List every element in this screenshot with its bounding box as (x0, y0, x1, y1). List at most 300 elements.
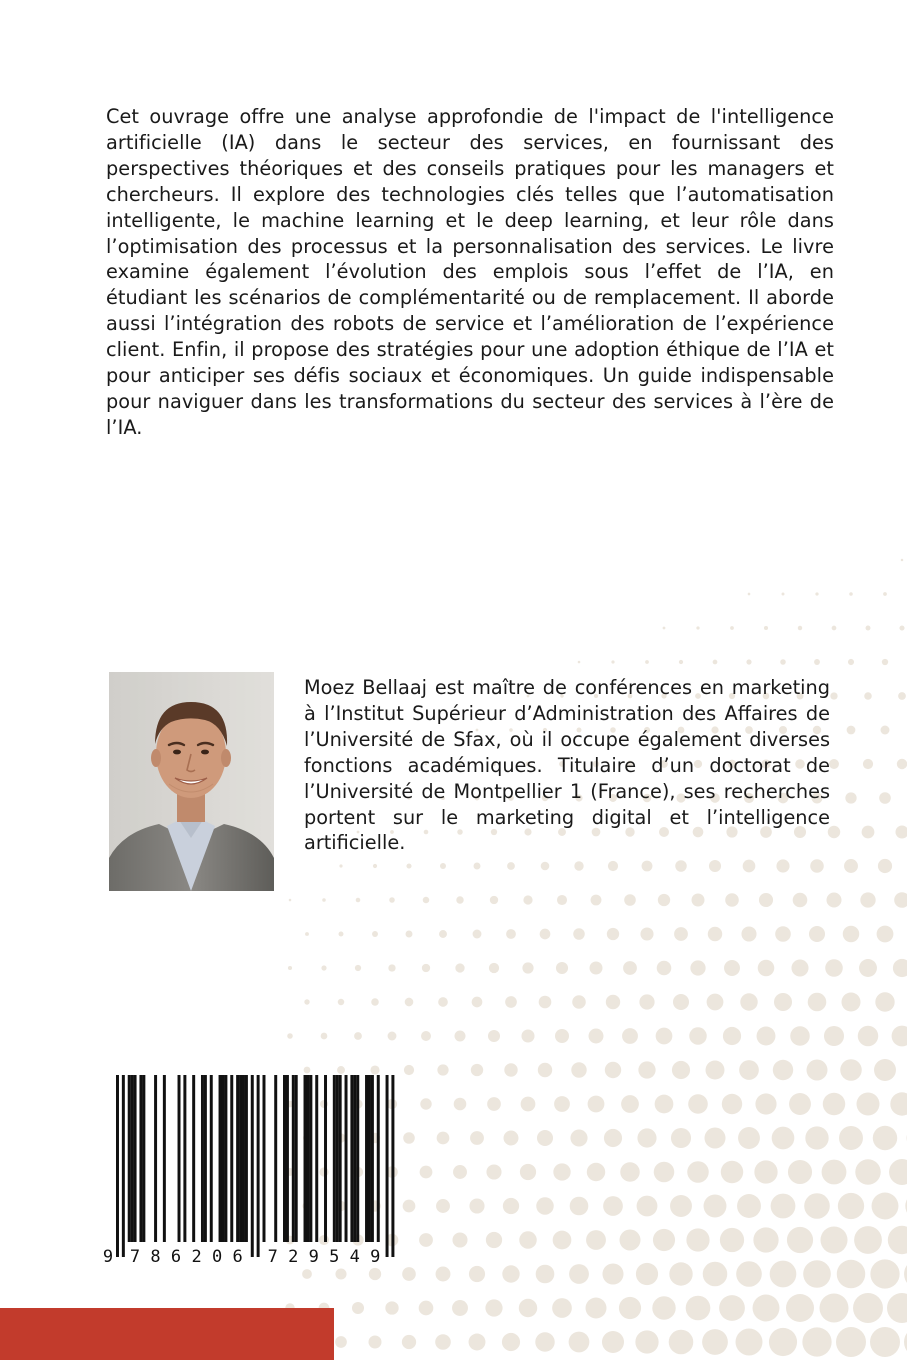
pattern-dot (836, 1327, 866, 1357)
pattern-dot (730, 626, 734, 630)
barcode-bar (128, 1075, 131, 1242)
pattern-dot (893, 959, 907, 977)
barcode-bar (336, 1075, 339, 1242)
pattern-dot (469, 1266, 485, 1282)
pattern-dot (897, 759, 907, 769)
barcode-bar (142, 1075, 145, 1242)
pattern-dot (753, 1227, 778, 1252)
pattern-dot (505, 996, 517, 1008)
pattern-dot (536, 1197, 553, 1214)
barcode-bar (350, 1075, 353, 1242)
pattern-dot (456, 896, 463, 903)
pattern-dot (837, 1260, 866, 1289)
pattern-dot (406, 931, 413, 938)
pattern-dot (753, 1295, 780, 1322)
barcode-bar (221, 1075, 224, 1242)
pattern-dot (553, 1163, 570, 1180)
pattern-dot (553, 1231, 572, 1250)
pattern-dot (672, 1061, 690, 1079)
pattern-dot (623, 961, 637, 975)
pattern-dot (743, 860, 756, 873)
barcode-digit: 7 (267, 1247, 278, 1267)
pattern-dot (519, 1231, 537, 1249)
pattern-dot (574, 861, 583, 870)
pattern-dot (369, 1336, 382, 1349)
pattern-dot (304, 999, 309, 1004)
pattern-dot (591, 895, 602, 906)
pattern-dot (859, 959, 877, 977)
pattern-dot (469, 1334, 486, 1351)
pattern-dot (737, 1194, 761, 1218)
barcode-digit: 4 (349, 1247, 360, 1267)
pattern-dot (453, 1165, 467, 1179)
pattern-dot (775, 926, 791, 942)
barcode-bar (339, 1075, 342, 1242)
author-bio: Moez Bellaaj est maître de conférences en marketing à l’Institut Supérieur d’Administration des Affaires de l’Université de Sfax, où il occupe également diverses fonctions académiques. Titulaire d’un doctorat de l’Université de Montpellier 1 (France), ses recherches portent sur le marketing digital et l’intelligence artificielle. (304, 676, 830, 855)
book-summary: Cet ouvrage offre une analyse approfondie de l'impact de l'intelligence artificielle (IA) dans le secteur des services, en fournissant des perspectives théoriques et des conseils pratiques pour les managers et chercheurs. Il explore des technologies clés telles que l’automatisation intelligente, le machine learning et le deep learning, et leur rôle dans l’optimisation des processus et la personnalisation des services. Le livre examine également l’évolution des emplois sous l’effet de l’IA, en étudiant les scénarios de complémentarité ou de remplacement. Il aborde aussi l’intégration des robots de service et l’amélioration de l’expérience client. Enfin, il propose des stratégies pour une adoption éthique de l’IA et pour anticiper ses défis sociaux et économiques. Un guide indispensable pour naviguer dans les transformations du secteur des services à l’ère de l’IA. (106, 105, 834, 439)
pattern-dot (802, 1327, 831, 1356)
pattern-dot (849, 592, 853, 596)
pattern-dot (586, 1298, 607, 1319)
pattern-dot (719, 1295, 745, 1321)
pattern-dot (707, 994, 724, 1011)
barcode-bar (251, 1075, 254, 1257)
pattern-dot (640, 927, 653, 940)
pattern-dot (490, 896, 498, 904)
pattern-dot (819, 1293, 848, 1322)
pattern-dot (642, 861, 653, 872)
barcode-digit: 9 (102, 1247, 114, 1267)
pattern-dot (436, 1199, 450, 1213)
pattern-dot (755, 1093, 776, 1114)
pattern-dot (571, 1062, 586, 1077)
barcode-bar (274, 1075, 277, 1242)
pattern-dot (339, 932, 344, 937)
pattern-dot (808, 993, 827, 1012)
barcode-digit: 2 (288, 1247, 299, 1267)
pattern-dot (590, 962, 603, 975)
pattern-dot (472, 997, 483, 1008)
pattern-dot (607, 928, 619, 940)
pattern-dot (881, 726, 890, 735)
pattern-dot (805, 1126, 828, 1149)
pattern-dot (474, 863, 481, 870)
barcode-bar (356, 1075, 359, 1242)
pattern-dot (485, 1299, 502, 1316)
barcode-bar (204, 1075, 207, 1242)
pattern-dot (537, 1130, 553, 1146)
pattern-dot (839, 1126, 863, 1150)
pattern-dot (589, 1029, 604, 1044)
pattern-dot (686, 1228, 709, 1251)
pattern-dot (437, 1132, 450, 1145)
pattern-dot (657, 961, 672, 976)
pattern-dot (507, 862, 515, 870)
pattern-dot (724, 960, 740, 976)
barcode-digit: 6 (232, 1247, 243, 1267)
pattern-dot (520, 1164, 536, 1180)
pattern-dot (669, 1262, 692, 1285)
pattern-dot (847, 726, 856, 735)
pattern-dot (844, 859, 858, 873)
barcode-bar (345, 1075, 348, 1242)
pattern-dot (603, 1196, 623, 1216)
pattern-dot (421, 1031, 431, 1041)
pattern-dot (696, 626, 699, 629)
pattern-dot (435, 1334, 451, 1350)
pattern-dot (791, 959, 808, 976)
pattern-dot (759, 893, 773, 907)
pattern-dot (875, 992, 894, 1011)
pattern-dot (305, 932, 309, 936)
pattern-dot (829, 759, 839, 769)
barcode-bar (386, 1075, 389, 1257)
pattern-dot (739, 1060, 759, 1080)
barcode-bar (201, 1075, 204, 1242)
author-photo (109, 672, 274, 891)
pattern-dot (815, 592, 818, 595)
pattern-dot (708, 927, 722, 941)
pattern-dot (882, 659, 888, 665)
pattern-dot (764, 626, 768, 630)
pattern-dot (810, 859, 824, 873)
pattern-dot (288, 966, 292, 970)
pattern-dot (822, 1160, 847, 1185)
pattern-dot (748, 593, 751, 596)
pattern-dot (437, 1064, 448, 1075)
barcode-bar (391, 1075, 394, 1257)
barcode-bar (333, 1075, 336, 1242)
pattern-dot (356, 898, 361, 903)
pattern-dot (773, 1060, 793, 1080)
pattern-dot (674, 927, 688, 941)
pattern-dot (406, 863, 411, 868)
barcode-digit: 8 (150, 1247, 161, 1267)
pattern-dot (769, 1328, 797, 1356)
pattern-dot (587, 1163, 605, 1181)
pattern-dot (645, 660, 649, 664)
pattern-dot (888, 1226, 907, 1254)
pattern-dot (352, 1302, 364, 1314)
pattern-dot (843, 926, 859, 942)
pattern-dot (652, 1296, 675, 1319)
barcode-bar (230, 1075, 233, 1242)
barcode-bar (292, 1075, 295, 1242)
pattern-dot (538, 1063, 552, 1077)
pattern-dot (772, 1127, 795, 1150)
pattern-dot (486, 1232, 502, 1248)
pattern-dot (870, 1259, 899, 1288)
pattern-dot (572, 995, 586, 1009)
pattern-dot (438, 997, 448, 1007)
pattern-dot (370, 1065, 379, 1074)
pattern-dot (863, 759, 873, 769)
isbn-barcode (100, 1075, 420, 1275)
pattern-dot (671, 1128, 691, 1148)
pattern-dot (874, 1059, 896, 1081)
pattern-dot (688, 1094, 708, 1114)
pattern-dot (872, 1193, 899, 1220)
pattern-dot (619, 1229, 640, 1250)
pattern-dot (638, 1061, 655, 1078)
pattern-dot (824, 1026, 844, 1046)
pattern-dot (570, 1197, 589, 1216)
barcode-bar (178, 1075, 181, 1242)
pattern-dot (899, 625, 904, 630)
pattern-dot (786, 1294, 814, 1322)
pattern-dot (814, 659, 820, 665)
barcode-bar (245, 1075, 248, 1242)
pattern-dot (289, 899, 292, 902)
pattern-dot (820, 1226, 847, 1253)
barcode-bar (131, 1075, 134, 1242)
pattern-dot (486, 1164, 501, 1179)
barcode-bar (122, 1075, 125, 1257)
pattern-dot (388, 1032, 397, 1041)
pattern-dot (704, 1195, 727, 1218)
pattern-dot (452, 1300, 468, 1316)
pattern-dot (855, 1159, 880, 1184)
pattern-dot (798, 626, 802, 630)
pattern-dot (894, 892, 907, 908)
pattern-dot (636, 1263, 658, 1285)
pattern-dot (521, 1029, 534, 1042)
barcode-bar (377, 1075, 380, 1242)
pattern-dot (569, 1264, 589, 1284)
pattern-dot (620, 1162, 640, 1182)
pattern-dot (557, 895, 567, 905)
pattern-dot (552, 1298, 572, 1318)
pattern-dot (502, 1265, 519, 1282)
pattern-dot (804, 1193, 830, 1219)
pattern-dot (892, 1026, 907, 1047)
pattern-dot (556, 962, 568, 974)
barcode-bar (163, 1075, 166, 1242)
pattern-dot (304, 1067, 311, 1074)
pattern-dot (877, 926, 894, 943)
barcode-bar (304, 1075, 307, 1242)
pattern-dot (487, 1097, 501, 1111)
pattern-dot (780, 659, 786, 665)
barcode-bar (183, 1075, 186, 1242)
pattern-dot (570, 1129, 587, 1146)
pattern-dot (809, 926, 825, 942)
pattern-dot (373, 864, 377, 868)
barcode-bar (283, 1075, 286, 1242)
barcode-bar (257, 1075, 260, 1257)
barcode-bar (286, 1075, 289, 1242)
pattern-dot (405, 998, 414, 1007)
barcode-bar (368, 1075, 371, 1242)
pattern-dot (388, 964, 395, 971)
pattern-dot (605, 1062, 621, 1078)
pattern-dot (535, 1332, 554, 1351)
pattern-dot (420, 1166, 433, 1179)
pattern-dot (655, 1095, 674, 1114)
pattern-dot (338, 999, 345, 1006)
pattern-dot (793, 893, 808, 908)
pattern-dot (602, 1331, 624, 1353)
pattern-dot (854, 1226, 882, 1254)
pattern-dot (776, 859, 789, 872)
pattern-dot (879, 792, 891, 804)
pattern-dot (440, 863, 446, 869)
pattern-dot (488, 1030, 500, 1042)
pattern-dot (703, 1262, 728, 1287)
pattern-dot (422, 964, 430, 972)
pattern-dot (423, 897, 430, 904)
pattern-dot (569, 1332, 590, 1353)
pattern-dot (832, 626, 837, 631)
pattern-dot (504, 1131, 519, 1146)
pattern-dot (619, 1297, 641, 1319)
pattern-dot (321, 1033, 328, 1040)
pattern-dot (825, 959, 843, 977)
barcode-digit: 9 (308, 1247, 319, 1267)
pattern-dot (522, 962, 533, 973)
pattern-dot (554, 1096, 570, 1112)
pattern-dot (870, 1327, 900, 1357)
pattern-dot (337, 1066, 345, 1074)
pattern-dot (725, 893, 739, 907)
barcode-bar (295, 1075, 298, 1242)
pattern-dot (606, 995, 620, 1009)
pattern-dot (895, 825, 907, 838)
pattern-dot (454, 1030, 465, 1041)
pattern-dot (635, 1330, 658, 1353)
pattern-dot (866, 626, 871, 631)
pattern-dot (555, 1029, 569, 1043)
pattern-dot (675, 860, 687, 872)
pattern-dot (723, 1027, 741, 1045)
pattern-dot (788, 1160, 812, 1184)
barcode-bar (306, 1075, 309, 1242)
pattern-dot (790, 1026, 810, 1046)
pattern-dot (782, 593, 785, 596)
pattern-dot (639, 994, 654, 1009)
barcode-bar (134, 1075, 137, 1242)
pattern-dot (354, 1032, 362, 1040)
pattern-dot (713, 660, 718, 665)
pattern-dot (637, 1128, 656, 1147)
barcode-bars (116, 1075, 394, 1257)
pattern-dot (389, 897, 395, 903)
pattern-dot (669, 1330, 694, 1355)
pattern-dot (787, 1227, 813, 1253)
pattern-dot (838, 1193, 864, 1219)
pattern-dot (709, 860, 721, 872)
pattern-dot (690, 960, 705, 975)
pattern-dot (470, 1131, 484, 1145)
pattern-dot (692, 894, 705, 907)
pattern-dot (889, 1159, 907, 1185)
pattern-dot (823, 1093, 845, 1115)
pattern-dot (803, 1260, 831, 1288)
pattern-dot (883, 592, 887, 596)
pattern-dot (621, 1095, 639, 1113)
pattern-dot (637, 1196, 658, 1217)
pattern-dot (679, 660, 683, 664)
pattern-dot (653, 1229, 675, 1251)
pattern-dot (573, 928, 585, 940)
pattern-dot (720, 1228, 744, 1252)
pattern-dot (385, 1301, 398, 1314)
pattern-dot (604, 1129, 622, 1147)
pattern-dot (771, 1194, 796, 1219)
pattern-dot (335, 1336, 347, 1348)
pattern-dot (857, 1093, 880, 1116)
pattern-dot (420, 1098, 431, 1109)
pattern-dot (687, 1161, 709, 1183)
barcode-bar (239, 1075, 242, 1242)
barcode-bar (263, 1075, 266, 1242)
pattern-dot (654, 1162, 675, 1183)
pattern-dot (489, 963, 499, 973)
pattern-dot (757, 1027, 776, 1046)
pattern-dot (774, 993, 792, 1011)
red-accent-bar (0, 1308, 334, 1360)
pattern-dot (439, 930, 447, 938)
pattern-dot (670, 1195, 692, 1217)
pattern-dot (622, 1028, 638, 1044)
pattern-dot (355, 965, 361, 971)
pattern-dot (371, 998, 379, 1006)
pattern-dot (287, 1033, 293, 1039)
pattern-dot (736, 1261, 762, 1287)
barcode-bar (309, 1075, 312, 1242)
pattern-dot (864, 692, 872, 700)
pattern-dot (722, 1094, 742, 1114)
pattern-dot (455, 963, 464, 972)
pattern-dot (404, 1065, 414, 1075)
pattern-dot (858, 1026, 878, 1046)
pattern-dot (736, 1329, 763, 1356)
pattern-dot (887, 1293, 907, 1323)
pattern-dot (539, 996, 552, 1009)
pattern-dot (608, 861, 618, 871)
pattern-dot (611, 660, 614, 663)
pattern-dot (901, 559, 904, 562)
pattern-dot (506, 929, 516, 939)
pattern-dot (853, 1293, 883, 1323)
barcode-digit: 6 (170, 1247, 182, 1267)
pattern-dot (721, 1161, 743, 1183)
pattern-dot (339, 864, 342, 867)
pattern-dot (848, 659, 854, 665)
pattern-dot (521, 1097, 536, 1112)
pattern-dot (656, 1028, 673, 1045)
pattern-dot (436, 1267, 451, 1282)
pattern-dot (890, 1092, 907, 1115)
pattern-dot (702, 1329, 728, 1355)
barcode-bar (192, 1075, 195, 1242)
pattern-dot (586, 1230, 606, 1250)
pattern-dot (758, 960, 775, 977)
pattern-dot (469, 1198, 484, 1213)
barcode-bar (139, 1075, 142, 1242)
pattern-dot (322, 898, 326, 902)
pattern-dot (878, 859, 892, 873)
pattern-dot (740, 993, 757, 1010)
barcode-bar (324, 1075, 327, 1242)
pattern-dot (419, 1301, 434, 1316)
barcode-bar (365, 1075, 368, 1242)
barcode-bar (154, 1075, 157, 1242)
barcode-bar (224, 1075, 227, 1242)
pattern-dot (873, 1126, 897, 1150)
barcode-bar (353, 1075, 356, 1242)
pattern-dot (862, 826, 875, 839)
